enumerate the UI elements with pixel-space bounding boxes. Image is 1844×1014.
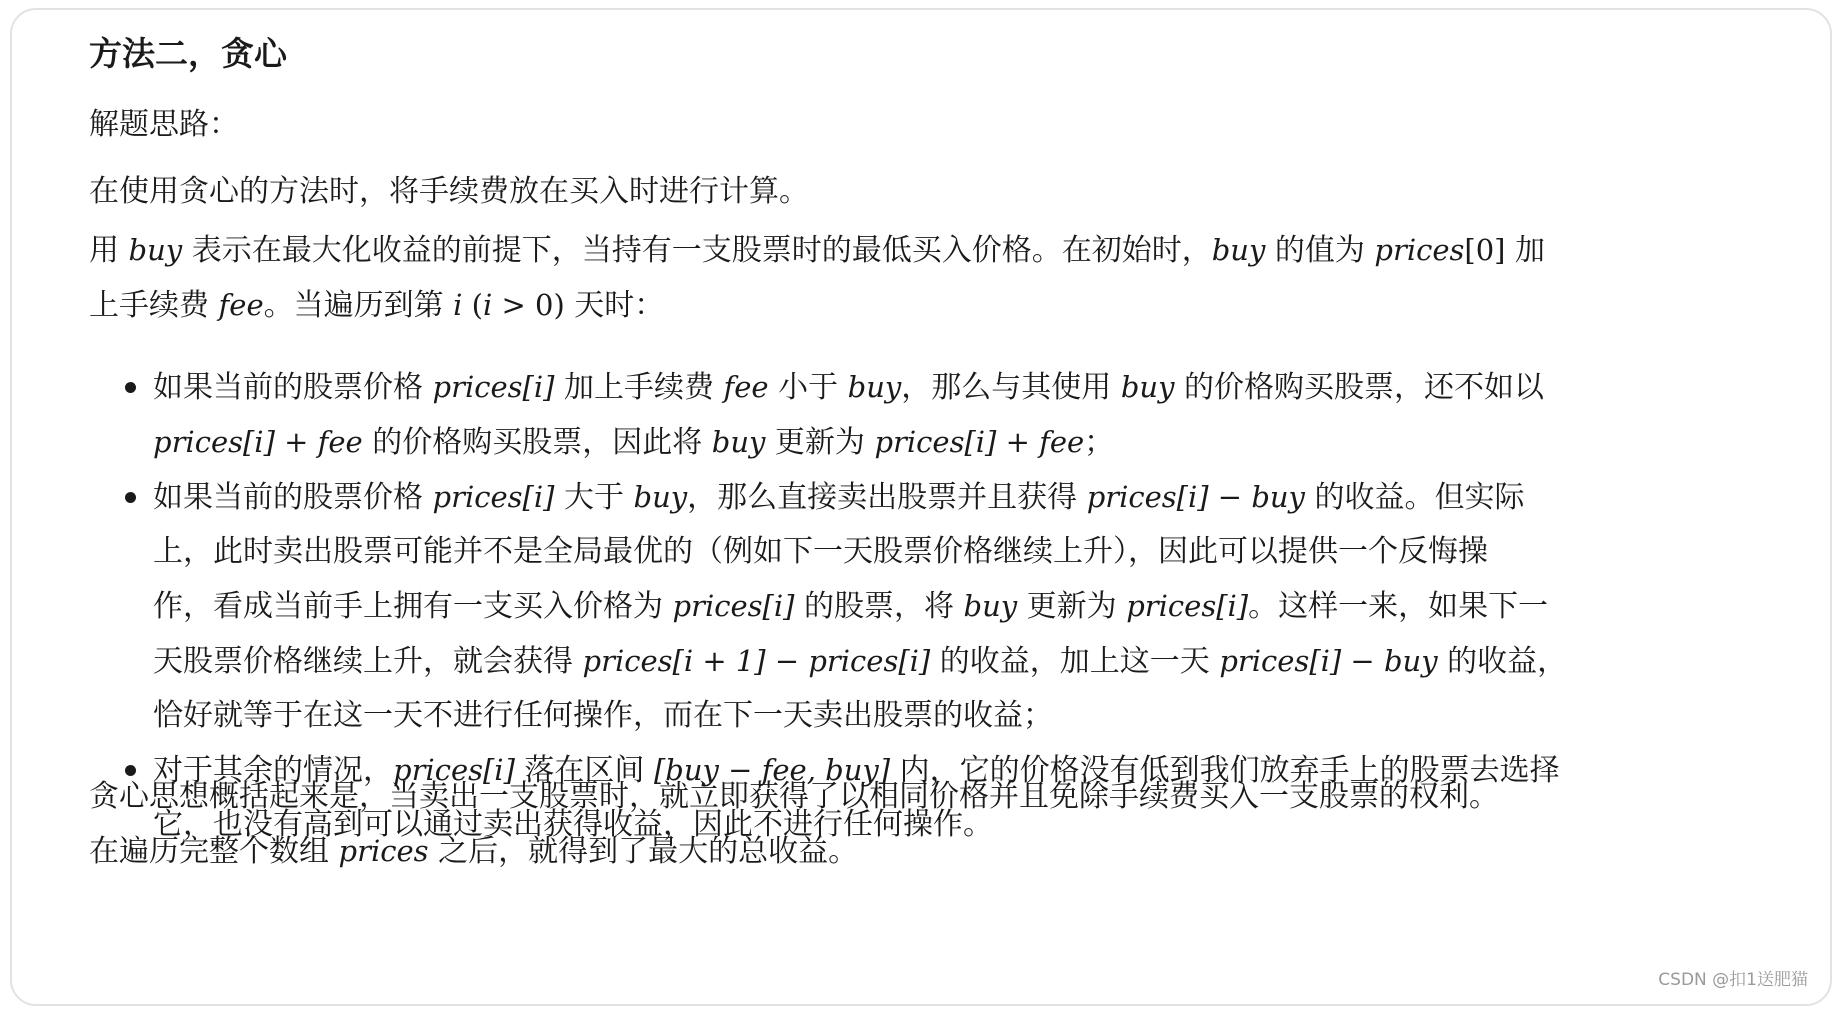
math-expression: prices[i] xyxy=(393,753,515,787)
text-span: 。这样一来，如果下一 xyxy=(1248,589,1549,624)
watermark: CSDN @扣1送肥猫 xyxy=(1658,970,1808,990)
text-span: 上，此时卖出股票可能并不是全局最优的（例如下一天股票价格继续上升），因此可以提供一个反悔操 xyxy=(153,534,1488,569)
bullet-line xyxy=(153,634,1567,689)
definition-paragraph xyxy=(89,223,1545,333)
math-prices: prices xyxy=(1374,233,1465,267)
intro-paragraph: 在使用贪心的方法时，将手续费放在买入时进行计算。 xyxy=(89,174,809,209)
text-span: ，那么与其使用 xyxy=(901,370,1121,405)
math-paren: ( xyxy=(462,288,483,322)
math-expression: prices[i] + fee xyxy=(153,425,363,459)
text-span: 更新为 xyxy=(765,425,875,460)
text-span: 之后，就得到了最大的总收益。 xyxy=(428,834,859,869)
text-span: 的股票，将 xyxy=(794,589,964,624)
math-expression: prices[i] xyxy=(432,480,555,514)
text-span: 如果当前的股票价格 xyxy=(153,480,433,515)
text-span: 的收益， xyxy=(1437,644,1568,679)
bullet-dot-icon xyxy=(125,492,136,503)
text-span: 它，也没有高到可以通过卖出获得收益，因此不进行任何操作。 xyxy=(153,807,993,842)
bullet-item xyxy=(89,470,1567,743)
text-span: 的收益，加上这一天 xyxy=(930,644,1220,679)
math-expression: buy xyxy=(1120,370,1175,404)
math-prices: prices xyxy=(338,834,429,868)
text-span: 。当遍历到第 xyxy=(263,288,454,323)
math-i: i xyxy=(482,288,493,322)
text-span: 的值为 xyxy=(1265,233,1375,268)
math-i: i xyxy=(453,288,463,322)
content-card xyxy=(10,8,1832,1006)
math-buy: buy xyxy=(128,233,183,267)
text-span: 恰好就等于在这一天不进行任何操作，而在下一天卖出股票的收益； xyxy=(153,698,1053,733)
text-span: 落在区间 xyxy=(514,753,654,788)
definition-line-2 xyxy=(89,278,1545,333)
bullet-line xyxy=(153,415,1567,470)
text-span: 如果当前的股票价格 xyxy=(153,370,433,405)
bullet-item xyxy=(89,360,1567,470)
text-span: 作，看成当前手上拥有一支买入价格为 xyxy=(153,589,673,624)
math-expression: prices[i] xyxy=(432,370,555,404)
math-expression: prices[i] xyxy=(1126,589,1249,623)
label-paragraph: 解题思路： xyxy=(89,107,239,142)
math-index: [0] xyxy=(1464,233,1506,267)
text-span: ； xyxy=(1084,425,1115,460)
math-fee: fee xyxy=(218,288,264,322)
math-buy: buy xyxy=(1211,233,1266,267)
text-span: 小于 xyxy=(768,370,848,405)
text-span: 表示在最大化收益的前提下，当持有一支股票时的最低买入价格。在初始时， xyxy=(182,233,1212,268)
text-span: 的价格购买股票，因此将 xyxy=(362,425,712,460)
math-expression: prices[i] + fee xyxy=(874,425,1085,459)
text-span: 天股票价格继续上升，就会获得 xyxy=(153,644,583,679)
bullet-line xyxy=(153,525,1567,579)
section-heading: 方法二，贪心 xyxy=(89,34,287,73)
summary-line-1: 贪心思想概括起来是，当卖出一支股票时，就立即获得了以相同价格并且免除手续费买入一支股票的权利。 xyxy=(89,779,1499,814)
text-span: ，那么直接卖出股票并且获得 xyxy=(687,480,1087,515)
text-span: 大于 xyxy=(554,480,634,515)
text-span: 加上手续费 xyxy=(554,370,724,405)
text-span: 上手续费 xyxy=(89,288,219,323)
summary-paragraph xyxy=(89,770,1499,879)
math-expression: buy xyxy=(633,480,688,514)
math-expression: prices[i] xyxy=(672,589,795,623)
math-expression: prices[i + 1] − prices[i] xyxy=(582,644,931,678)
bullet-line xyxy=(153,360,1567,415)
math-expression: prices[i] − buy xyxy=(1219,644,1438,678)
math-expression: buy xyxy=(847,370,902,404)
text-span: 天时： xyxy=(564,288,665,323)
summary-line-2 xyxy=(89,824,1499,879)
math-expression: fee xyxy=(723,370,769,404)
text-span: 的价格购买股票，还不如以 xyxy=(1174,370,1544,405)
bullet-line xyxy=(153,689,1567,743)
text-span: 用 xyxy=(89,233,129,268)
bullet-line xyxy=(153,470,1567,525)
definition-line-1 xyxy=(89,223,1545,278)
math-condition: > 0) xyxy=(492,288,565,322)
math-expression: buy xyxy=(711,425,766,459)
text-span: 内，它的价格没有低到我们放弃手上的股票去选择 xyxy=(890,753,1560,788)
bullet-line xyxy=(153,579,1567,634)
text-span: 在遍历完整个数组 xyxy=(89,834,339,869)
text-span: 对于其余的情况， xyxy=(153,753,393,788)
math-expression: [buy − fee, buy] xyxy=(653,753,891,787)
text-span: 加 xyxy=(1505,233,1546,268)
text-span: 的收益。但实际 xyxy=(1304,480,1525,515)
bullet-dot-icon xyxy=(125,382,136,393)
text-span: 更新为 xyxy=(1017,589,1127,624)
math-expression: buy xyxy=(963,589,1018,623)
math-expression: prices[i] − buy xyxy=(1086,480,1305,514)
